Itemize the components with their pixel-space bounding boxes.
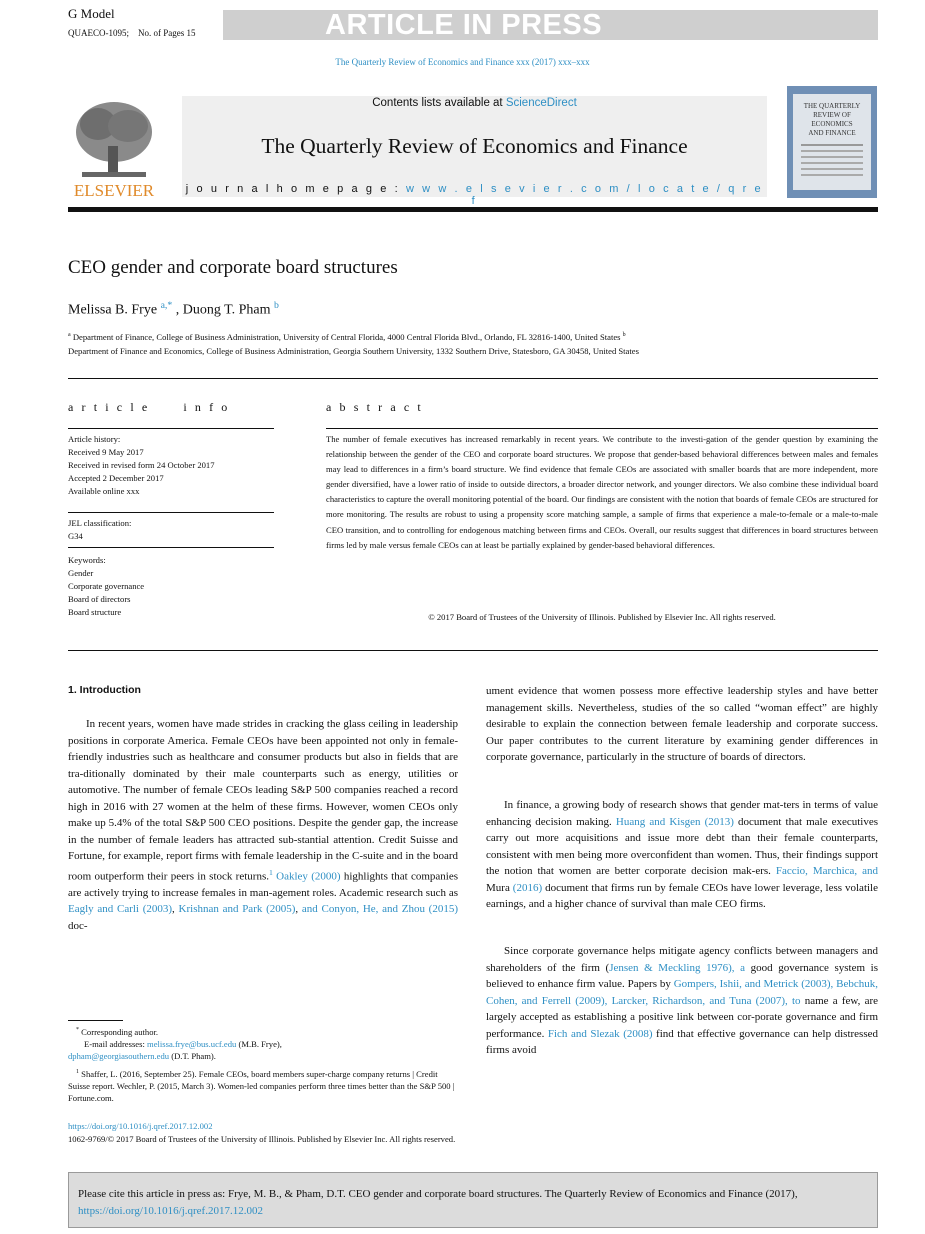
journal-homepage xyxy=(182,183,767,207)
homepage-prefix: j o u r n a l h o m e p a g e : xyxy=(185,183,406,195)
intro-p4-text-b: good governance system is believed to enhance firm value. Papers by xyxy=(486,961,878,990)
article-history xyxy=(68,433,215,498)
keyword: Corporate governance xyxy=(68,581,145,591)
header-rule xyxy=(68,207,878,212)
history-label: Article history: xyxy=(68,434,121,444)
email-pham-link[interactable]: dpham@georgiasouthern.edu xyxy=(68,1050,170,1061)
article-in-press-text: ARTICLE IN PRESS xyxy=(325,9,603,41)
intro-p1-text-b: highlights that companies are actively trying to increase females in man-agement roles. Academic research such as xyxy=(68,870,459,899)
intro-p1-text-c: , xyxy=(172,903,179,916)
email-frye-link[interactable]: melissa.frye@bus.ucf.edu xyxy=(147,1038,237,1049)
ref-gompers-bebchuk-larcker[interactable]: Gompers, Ishii, and Metrick (2003), Bebchuk, Cohen, and Ferrell (2009), Larcker, Richardson, and Tuna (2007), to xyxy=(486,978,878,1007)
intro-paragraph-3 xyxy=(486,797,878,913)
affiliations xyxy=(68,328,878,358)
article-info-heading: a r t i c l e i n f o xyxy=(68,400,230,414)
keyword: Gender xyxy=(68,568,94,578)
cite-this-article-text xyxy=(78,1186,858,1219)
sciencedirect-link[interactable]: ScienceDirect xyxy=(505,97,577,109)
email-pham-name: (D.T. Pham). xyxy=(169,1050,216,1061)
ref-fich-slezak-2008[interactable]: Fich and Slezak (2008) xyxy=(547,1027,653,1040)
accepted-date: Accepted 2 December 2017 xyxy=(68,473,164,483)
info-top-rule xyxy=(68,378,878,379)
corresponding-note xyxy=(68,1024,458,1038)
info-rule-1 xyxy=(68,428,274,429)
contents-prefix: Contents lists available at xyxy=(372,97,506,109)
ref-krishnan-park-2005[interactable]: Krishnan and Park (2005) xyxy=(178,903,296,916)
keywords-section xyxy=(68,554,144,619)
article-title: CEO gender and corporate board structures xyxy=(68,257,398,278)
footnotes xyxy=(68,1024,458,1104)
intro-p3-text-a: In finance, a growing body of research shows that gender mat-ters in terms of value enhancing decision making. xyxy=(486,799,878,828)
footnote-1-text: Shaffer, L. (2016, September 25). Female CEOs, board members super-charge company returns | Credit Suisse report. Wechler, P. (2015, March 3). Women-led companies perform three times better than the S&P 500 | Fortune.com. xyxy=(68,1068,455,1103)
intro-p3-text-d: document that firms run by female CEOs have lower leverage, less volatile earnings, and a higher chance of survival than male CEO firms. xyxy=(486,881,878,910)
corresponding-label: Corresponding author. xyxy=(81,1026,159,1037)
jel-section xyxy=(68,517,131,543)
author-separator: , xyxy=(172,302,183,318)
svg-text:REVIEW OF: REVIEW OF xyxy=(813,111,851,119)
corresponding-star: * xyxy=(76,1027,80,1033)
footnote-rule xyxy=(68,1020,123,1021)
elsevier-wordmark: ELSEVIER xyxy=(73,181,155,200)
intro-paragraph-1 xyxy=(68,716,458,934)
journal-title: The Quarterly Review of Economics and Finance xyxy=(261,134,688,158)
author-frye[interactable]: Melissa B. Frye xyxy=(68,302,158,318)
ref-eagly-carli-2003[interactable]: Eagly and Carli (2003) xyxy=(68,903,173,916)
intro-paragraph-2: ument evidence that women possess more effective leadership styles and have better management skills. Nevertheless, studies of the so called “woman effect” are highly desirable to explain the connection between female leadership and corporate success. Our paper contributes to the current literature by examining gender differences in corporate governance, particularly in the structure of boards of directors. xyxy=(486,685,878,763)
page-count: No. of Pages 15 xyxy=(138,28,196,38)
info-rule-2 xyxy=(68,512,274,513)
doi-link[interactable]: https://doi.org/10.1016/j.qref.2017.12.002 xyxy=(68,1121,213,1131)
ref-faccio-marchica[interactable]: Faccio, Marchica, and xyxy=(775,865,879,877)
footnote-1-mark: 1 xyxy=(76,1068,80,1075)
intro-p3-text-c: Mura xyxy=(486,881,513,894)
keyword: Board of directors xyxy=(68,594,131,604)
author-list xyxy=(68,300,279,319)
intro-p4-text-d: find that effective governance can help distressed firms avoid xyxy=(486,1027,878,1056)
article-code: QUAECO-1095; xyxy=(68,28,129,38)
revised-date: Received in revised form 24 October 2017 xyxy=(68,460,215,470)
author-frye-affil[interactable]: a,* xyxy=(160,300,173,311)
abstract-copyright: © 2017 Board of Trustees of the University of Illinois. Published by Elsevier Inc. All rights reserved. xyxy=(428,612,776,622)
ref-jensen-meckling-1976[interactable]: Jensen & Meckling 1976), a xyxy=(609,961,745,974)
abstract-text: The number of female executives has increased remarkably in recent years. We contribute to the investi-gation of the gender question by examining the relationship between the gender of the CEO and corporate board structures. We propose that gender-based behavioral differences between males and females may lead to differences in a firm’s board structure. We find evidence that female CEOs are associated with smaller boards that are more independent, more gender diversified, have a lower ratio of inside to outside directors, a broader director network, and younger directors. We also combine these individual board characteristics to capture the overall monitoring potential of the board. Our findings are consistent with the notion that boards of female CEOs are structured for more monitoring. The results are robust to using a propensity score matching sample, a sample of firms that experience a male-to-female or a male-to-male CEO transition, and to controlling for endogenous matching between firms and CEOs. Overall, our results suggest that differences in board structures between firms led by male versus female CEOs can at least be partially explained by gender-based behavioral differences. xyxy=(326,434,878,550)
keyword: Board structure xyxy=(68,607,122,617)
journal-cover-image[interactable] xyxy=(787,86,877,198)
online-date: Available online xxx xyxy=(68,486,140,496)
contents-line xyxy=(182,97,767,109)
received-date: Received 9 May 2017 xyxy=(68,447,144,457)
ref-mura-2016[interactable]: (2016) xyxy=(512,881,543,894)
intro-p4-text-c: name a few, are largely accepted as establishing a positive link between cor-porate governance and firm performance. xyxy=(486,994,879,1040)
email-note xyxy=(68,1038,458,1050)
affil-b: Department of Finance and Economics, College of Business Administration, Georgia Southern University, 1332 Southern Drive, Statesboro, GA 30458, United States xyxy=(68,345,639,356)
elsevier-logo[interactable] xyxy=(68,96,160,200)
abstract-heading: a b s t r a c t xyxy=(326,400,424,414)
svg-text:ECONOMICS: ECONOMICS xyxy=(811,120,853,128)
doi-block xyxy=(68,1120,455,1146)
affil-b-mark: b xyxy=(622,332,626,338)
footnote-1 xyxy=(68,1066,458,1104)
svg-text:AND FINANCE: AND FINANCE xyxy=(808,129,856,137)
email-frye-name: (M.B. Frye), xyxy=(236,1038,282,1049)
info-rule-3 xyxy=(68,547,274,548)
cover-thumbnail-icon xyxy=(787,86,877,198)
issn-line: 1062-9769/© 2017 Board of Trustees of the University of Illinois. Published by Elsevier Inc. All rights reserved. xyxy=(68,1134,456,1144)
intro-p1-text-d: , xyxy=(295,903,302,916)
author-pham[interactable]: Duong T. Pham xyxy=(182,302,271,318)
article-id xyxy=(68,28,196,38)
affil-a-mark: a xyxy=(68,332,71,338)
ref-oakley-2000[interactable]: Oakley (2000) xyxy=(276,870,341,883)
jel-label: JEL classification: xyxy=(68,518,132,528)
info-bottom-rule xyxy=(68,650,878,651)
ref-huang-kisgen-2013[interactable]: Huang and Kisgen (2013) xyxy=(615,815,734,828)
jel-code: G34 xyxy=(68,531,83,541)
affil-a: Department of Finance, College of Business Administration, University of Central Florida, 4000 Central Florida Blvd., Orlando, FL 32816-1400, United States xyxy=(70,331,623,342)
cover-title-line: THE QUARTERLY xyxy=(803,102,861,110)
elsevier-tree-icon xyxy=(68,96,160,200)
intro-p1-text: In recent years, women have made strides in cracking the glass ceiling in leadership positions in corporate America. Female CEOs have been appointed not only in female-friendly industries such as healthcare and consumer products but also in fields that are tra-ditionally dominated by their male counterparts such as energy, utilities or automotive. The number of female CEOs leading S&P 500 companies reached a record high in 2016 with 27 women at the helm of these firms. However, women CEOs only make up 5.4% of the total S&P 500 CEO positions. Despite the gender gap, the increase in the number of female leaders has attracted sub-stantial attention. Credit Suisse and Fortune, for example, report firms with female leadership in the C-suite and in the board room outperform their peers in stock returns. xyxy=(68,718,458,883)
intro-p1-text-e: doc- xyxy=(68,919,88,932)
keywords-label: Keywords: xyxy=(68,555,106,565)
intro-p3-text-b: document that male executives carry out more acquisitions and issue more debt than their female counterparts, consistent with men being more overconfident than women. Thus, their findings support the notion that women are better corporate decision mak-ers. xyxy=(486,815,879,877)
abstract-rule xyxy=(326,428,878,429)
g-model-label: G Model xyxy=(68,6,115,21)
intro-p4-text-a: Since corporate governance helps mitigate agency conflicts between managers and shareholders of the firm ( xyxy=(486,945,878,974)
email-note-2 xyxy=(68,1050,458,1062)
cite-doi-link[interactable]: https://doi.org/10.1016/j.qref.2017.12.002 xyxy=(78,1204,263,1217)
cite-text: Please cite this article in press as: Frye, M. B., & Pham, D.T. CEO gender and corporate board structures. The Quarterly Review of Economics and Finance (2017), xyxy=(78,1188,798,1200)
section-heading-introduction: 1. Introduction xyxy=(68,684,141,696)
journal-citation[interactable]: The Quarterly Review of Economics and Finance xxx (2017) xxx–xxx xyxy=(335,57,590,67)
author-pham-affil[interactable]: b xyxy=(274,300,279,311)
ref-conyon-he-zhou-2015[interactable]: and Conyon, He, and Zhou (2015) xyxy=(301,903,459,916)
footnote-1-ref[interactable]: 1 xyxy=(268,867,273,877)
homepage-link[interactable]: w w w . e l s e v i e r . c o m / l o c a t e / q r e f xyxy=(405,183,764,207)
intro-paragraph-4 xyxy=(486,943,878,1059)
email-label: E-mail addresses: xyxy=(84,1038,148,1049)
